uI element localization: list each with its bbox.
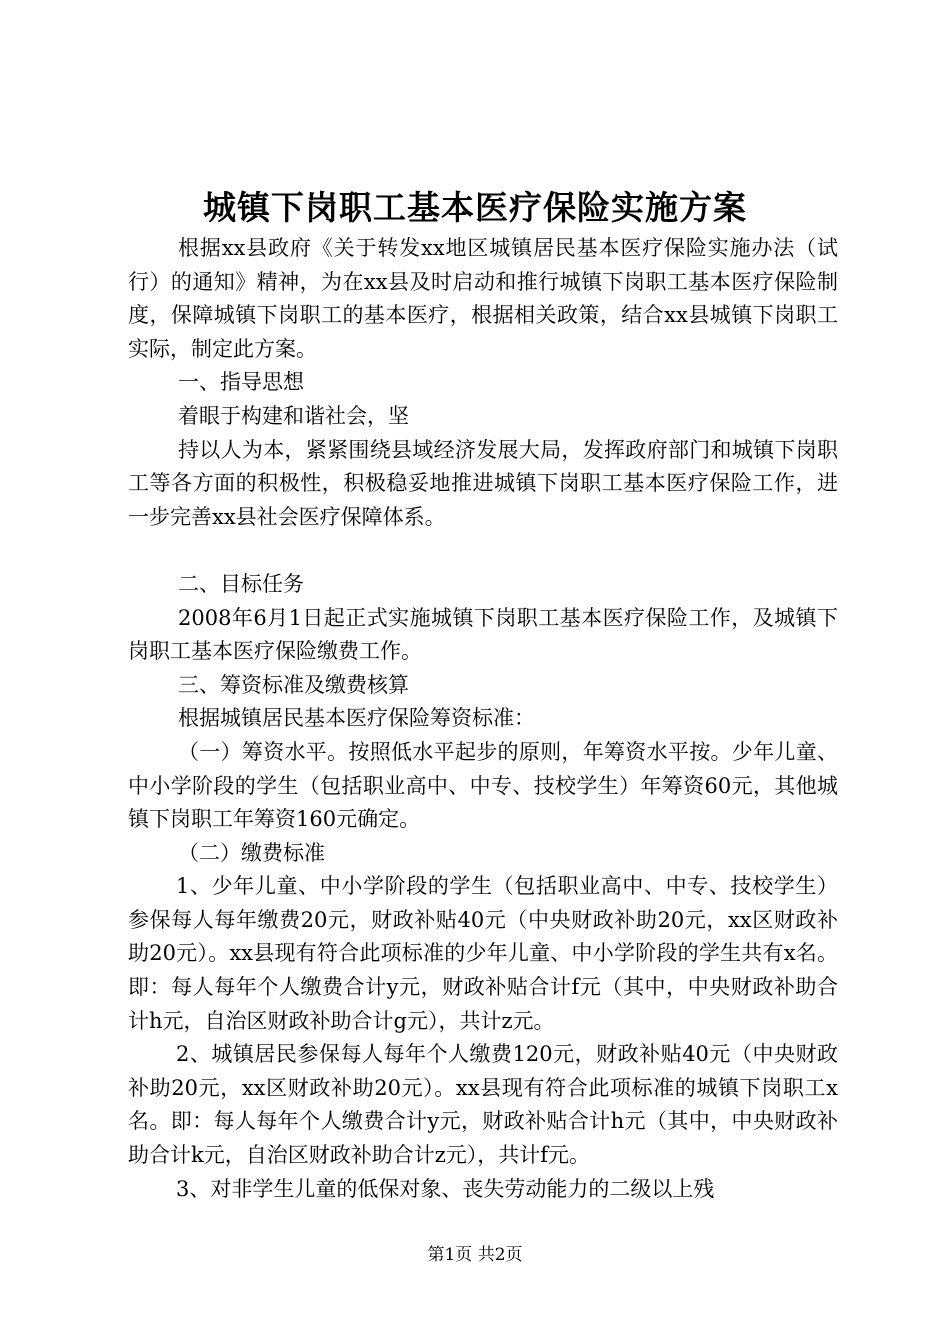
page-footer: 第1页 共2页 xyxy=(427,1245,523,1265)
section-heading-guiding-ideology: 一、指导思想 xyxy=(178,370,304,395)
guiding-ideology-paragraph-continued: 持以人为本，紧紧围绕县域经济发展大局，发挥政府部门和城镇下岗职工等各方面的积极性，积极稳妥地推进城镇下岗职工基本医疗保险工作，进一步完善xx县社会医疗保障体系。 xyxy=(128,437,838,529)
section-heading-funding-standards: 三、筹资标准及缴费核算 xyxy=(178,672,409,697)
blank-line xyxy=(128,534,838,568)
payment-item-1: 1、少年儿童、中小学阶段的学生（包括职业高中、中专、技校学生）参保每人每年缴费20元，财政补贴40元（中央财政补助20元，xx区财政补助20元）。xx县现有符合此项标准的少年儿童、中小学阶段的学生共有x名。即：每人每年个人缴费合计y元，财政补贴合计f元（其中，中央财政补助合计h元，自治区财政补助合计g元），共计z元。 xyxy=(128,874,838,1033)
goals-paragraph: 2008年6月1日起正式实施城镇下岗职工基本医疗保险工作，及城镇下岗职工基本医疗保险缴费工作。 xyxy=(128,605,838,664)
subsection-heading-payment-standards: （二）缴费标准 xyxy=(178,840,325,865)
funding-standards-intro: 根据城镇居民基本医疗保险筹资标准： xyxy=(178,706,535,731)
document-body xyxy=(128,232,838,1206)
guiding-ideology-paragraph: 着眼于构建和谐社会，坚 xyxy=(178,403,409,428)
payment-item-3: 3、对非学生儿童的低保对象、丧失劳动能力的二级以上残 xyxy=(176,1176,715,1201)
section-heading-goals: 二、目标任务 xyxy=(178,571,304,596)
intro-paragraph: 根据xx县政府《关于转发xx地区城镇居民基本医疗保险实施办法（试行）的通知》精神，为在xx县及时启动和推行城镇下岗职工基本医疗保险制度，保障城镇下岗职工的基本医疗，根据相关政策，结合xx县城镇下岗职工实际，制定此方案。 xyxy=(128,236,838,361)
funding-level-paragraph: （一）筹资水平。按照低水平起步的原则，年筹资水平按。少年儿童、中小学阶段的学生（包括职业高中、中专、技校学生）年筹资60元，其他城镇下岗职工年筹资160元确定。 xyxy=(128,739,838,832)
payment-item-2: 2、城镇居民参保每人每年个人缴费120元，财政补贴40元（中央财政补助20元，xx区财政补助20元）。xx县现有符合此项标准的城镇下岗职工x名。即：每人每年个人缴费合计y元，财政补贴合计h元（其中，中央财政补助合计k元，自治区财政补助合计z元），共计f元。 xyxy=(128,1042,838,1168)
document-title: 城镇下岗职工基本医疗保险实施方案 xyxy=(203,188,747,227)
